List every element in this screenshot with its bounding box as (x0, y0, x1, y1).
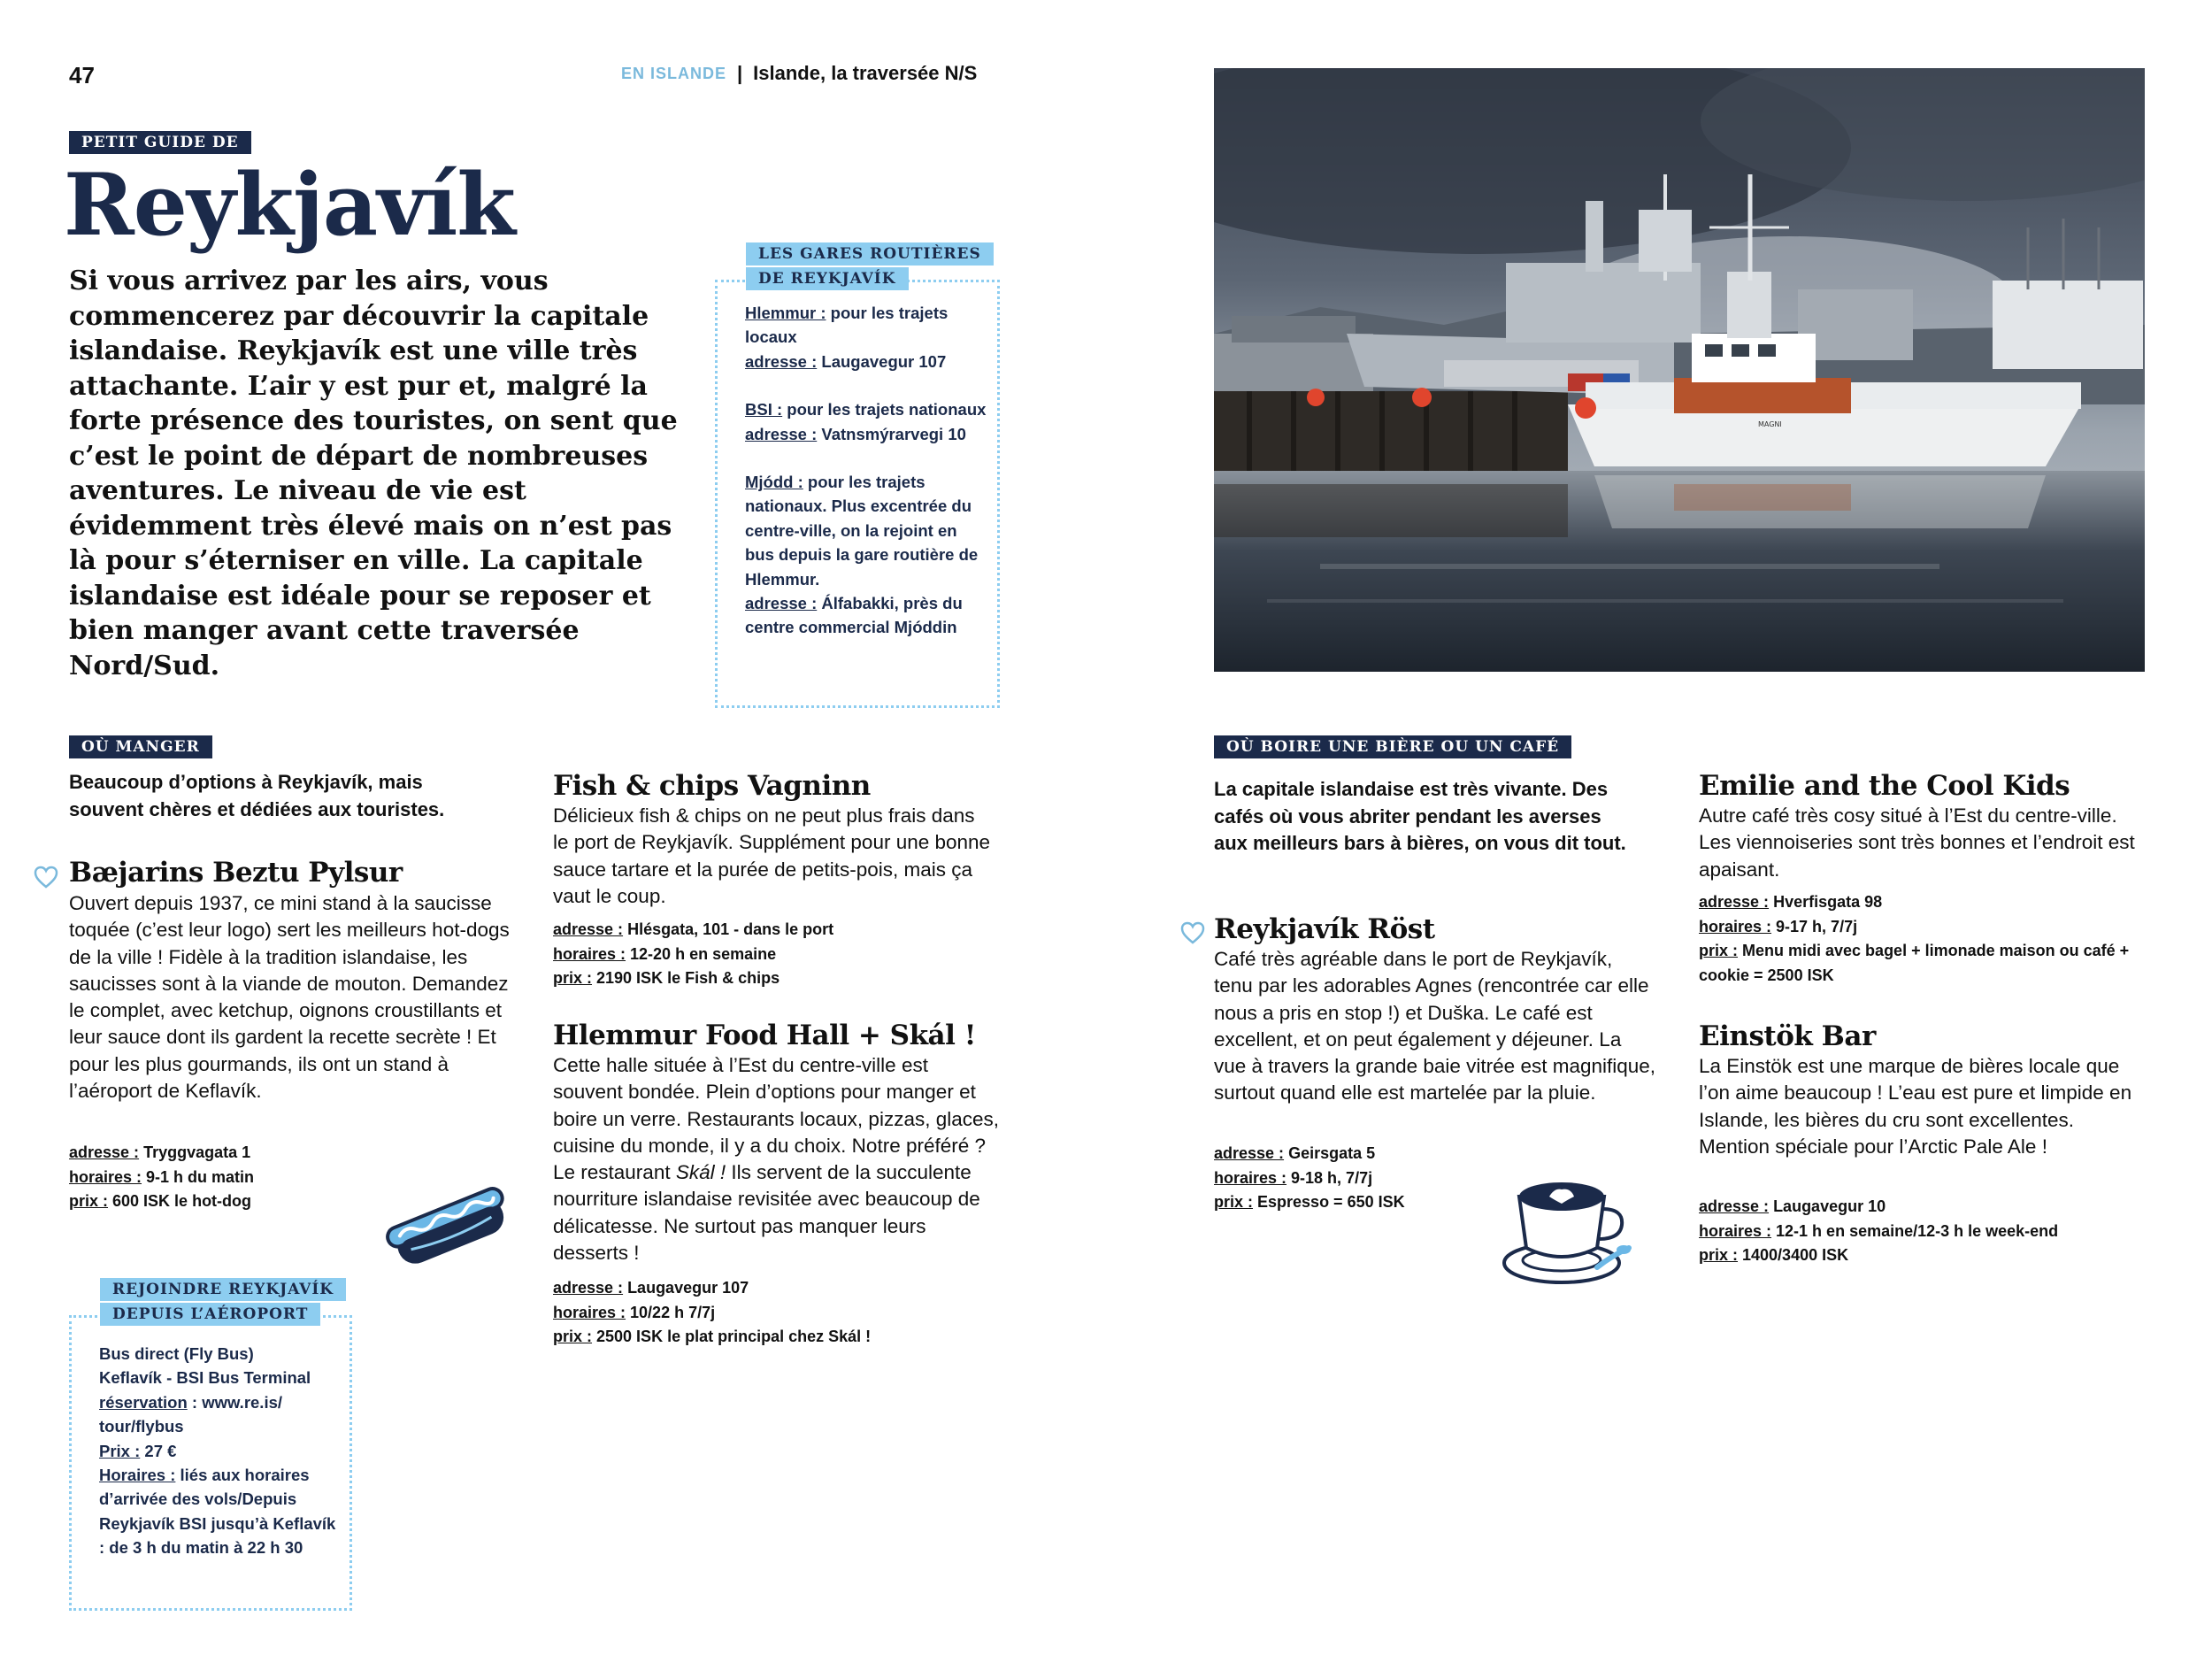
airport-tag (100, 1278, 346, 1326)
title-kicker (69, 131, 251, 154)
header-separator: | (737, 62, 743, 84)
place-name: Fish & chips Vagninn (553, 770, 871, 802)
bus-tag-line1: LES GARES ROUTIÈRES (746, 242, 994, 266)
harbour-photo (1214, 68, 2145, 672)
place-name: Einstök Bar (1699, 1020, 1876, 1052)
place-name: Hlemmur Food Hall + Skál ! (553, 1020, 976, 1051)
bus-station-bsi: BSI : pour les trajets nationaux adresse : Vatnsmýrarvegi 10 (745, 400, 987, 443)
boat-name: MAGNI (1758, 420, 1782, 428)
place-info: adresse : Tryggvagata 1 horaires : 9-1 h du matin prix : 600 ISK le hot-dog (69, 1143, 255, 1210)
eat-lead: Beaucoup d’options à Reykjavík, mais souvent chères et dédiées aux touristes. (69, 771, 445, 820)
bus-station-mjodd: Mjódd : pour les trajets nationaux. Plus excentrée du centre-ville, on la rejoint en bus depuis la gare routière de Hlemmur. adresse : Álfabakki, près du centre commercial Mjóddin (745, 473, 979, 637)
section-label: EN ISLANDE (621, 64, 727, 82)
hot-dog-illustration (382, 1184, 515, 1269)
heart-icon (34, 866, 58, 889)
airport-tag-line2: DEPUIS L’AÉROPORT (100, 1303, 320, 1326)
bus-stations-list (745, 301, 989, 640)
coffee-cup-illustration (1500, 1170, 1632, 1289)
bus-stations-tag (746, 242, 994, 290)
place-description: Ouvert depuis 1937, ce mini stand à la saucisse toquée (c’est leur logo) sert les meilleurs hot-dogs de la ville ! Fidèle à la tradition islandaise, les saucisses sont à la viande de mouton. Demandez le complet, avec ketchup, oignons croustillants et leur sauce dont ils gardent la recette secrète ! Et pour les plus gourmands, ils ont un stand à l’aéroport de Keflavík. (69, 892, 510, 1103)
place-description: Autre café très cosy situé à l’Est du centre-ville. Les viennoiseries sont très bonnes et l’endroit est apaisant. (1699, 804, 2135, 881)
bus-tag-line2: DE REYKJAVÍK (746, 267, 909, 290)
place-description: Café très agréable dans le port de Reykjavík, tenu par les adorables Agnes (rencontrée car elle nous a pris en stop !) et Duška. Le café est excellent, et on peut également y déjeuner. La vue à travers la grande baie vitrée est magnifique, surtout quand elle est martelée par la pluie. (1214, 948, 1656, 1105)
place-name: Emilie and the Cool Kids (1699, 770, 2070, 802)
place-description: La Einstök est une marque de bières locale que l’on aime beaucoup ! L’eau est pure et limpide en Islande, les bières du cru sont excellentes. Mention spéciale pour l’Arctic Pale Ale ! (1699, 1055, 2132, 1158)
chapter-title: Islande, la traversée N/S (753, 62, 978, 84)
page-title: Reykjavík (64, 155, 515, 255)
heart-icon (1180, 921, 1205, 944)
running-header (621, 62, 977, 85)
place-info: adresse : Laugavegur 107 horaires : 10/22 h 7/7j prix : 2500 ISK le plat principal chez Skál ! (553, 1279, 872, 1345)
place-info: adresse : Hlésgata, 101 - dans le port horaires : 12-20 h en semaine prix : 2190 ISK le Fish & chips (553, 920, 834, 987)
place-description: Cette halle située à l’Est du centre-ville est souvent bondée. Plein d’options pour manger et boire un verre. Restaurants locaux, pizzas, glaces, cuisine du monde, il y a du choix. Notre préféré ? Le restaurant Skál ! Ils servent de la succulente nourriture islandaise revisitée avec beaucoup de délicatesse. Ne surtout pas manquer leurs desserts ! (553, 1054, 999, 1265)
place-info: adresse : Geirsgata 5 horaires : 9-18 h, 7/7j prix : Espresso = 650 ISK (1214, 1144, 1405, 1211)
kicker-tag: PETIT GUIDE DE (69, 131, 251, 154)
page-number: 47 (69, 62, 95, 89)
airport-tag-line1: REJOINDRE REYKJAVÍK (100, 1278, 346, 1301)
place-name: Bæjarins Beztu Pylsur (69, 857, 403, 889)
place-info: adresse : Laugavegur 10 horaires : 12-1 h en semaine/12-3 h le week-end prix : 1400/3400 ISK (1699, 1197, 2059, 1264)
intro-paragraph: Si vous arrivez par les airs, vous commencerez par découvrir la capitale islandaise. Reykjavík est une ville très attachante. L’air y est pur et, malgré la forte présence des touristes, on sent que c’est le point de départ de nombreuses aventures. Le niveau de vie est évidemment très élevé mais on n’est pas là pour s’éterniser en ville. La capitale islandaise est idéale pour se reposer et bien manger avant cette traversée Nord/Sud. (69, 266, 678, 681)
place-name: Reykjavík Röst (1214, 913, 1435, 945)
drink-section-tag: OÙ BOIRE UNE BIÈRE OU UN CAFÉ (1214, 735, 1571, 758)
eat-section-tag: OÙ MANGER (69, 735, 212, 758)
drink-lead: La capitale islandaise est très vivante. Des cafés où vous abriter pendant les averses aux meilleurs bars à bières, on vous dit tout. (1214, 778, 1626, 854)
place-description: Délicieux fish & chips on ne peut plus frais dans le port de Reykjavík. Supplément pour une bonne sauce tartare et la purée de petits-pois, mais ça vaut le coup. (553, 804, 991, 907)
place-info: adresse : Hverfisgata 98 horaires : 9-17 h, 7/7j prix : Menu midi avec bagel + limonade maison ou café + cookie = 2500 ISK (1699, 893, 2130, 984)
bus-station-hlemmur: Hlemmur : pour les trajets locaux adresse : Laugavegur 107 (745, 304, 949, 371)
airport-info: Bus direct (Fly Bus) Keflavík - BSI Bus Terminal réservation : www.re.is/ tour/flybus Prix : 27 € Horaires : liés aux horaires d’arrivée des vols/Depuis Reykjavík BSI jusqu’à Keflavík : de 3 h du matin à 22 h 30 (99, 1344, 336, 1558)
